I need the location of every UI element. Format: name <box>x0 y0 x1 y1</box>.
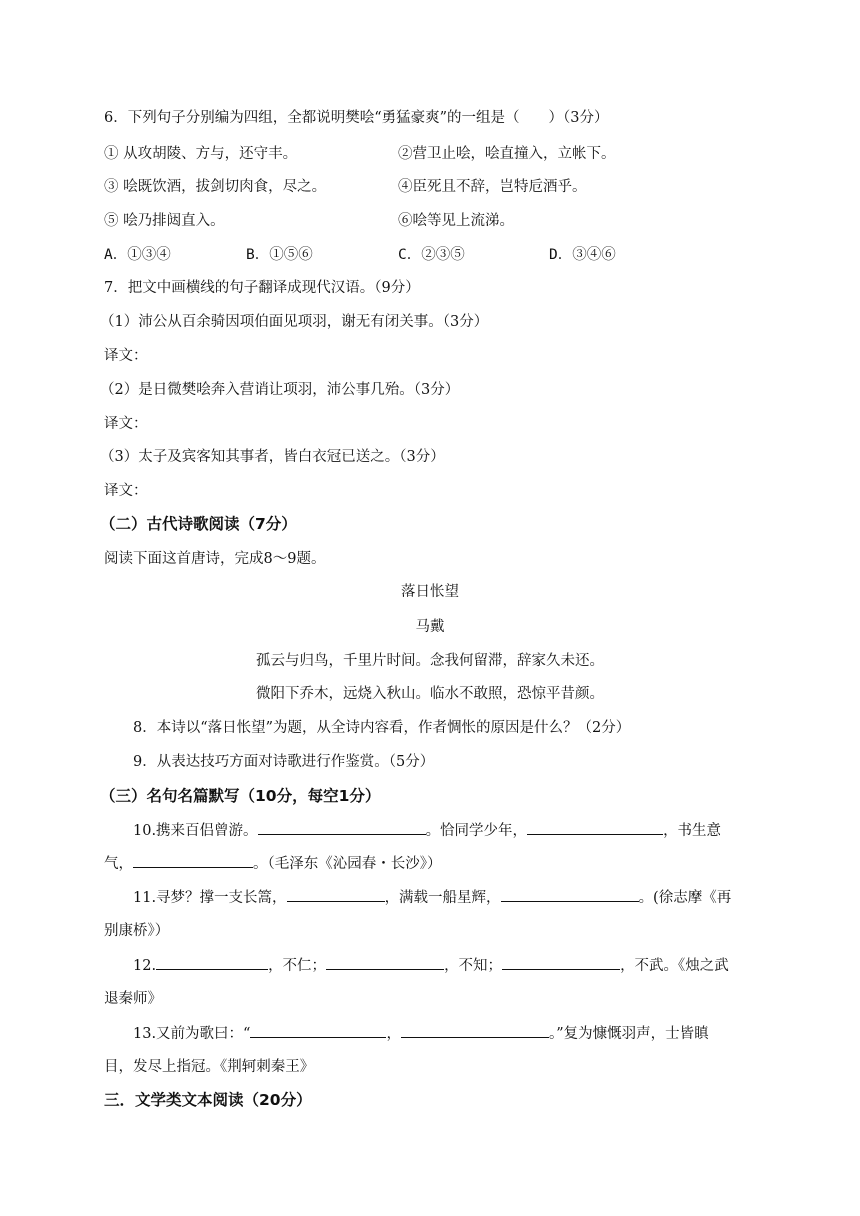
q6-option-a: A．①③④ <box>104 247 171 263</box>
q11-blank-1[interactable] <box>287 887 385 902</box>
poem-line-2: 微阳下乔木，远烧入秋山。临水不敢照，恐惊平昔颜。 <box>256 686 604 702</box>
q10-text-a: 10.携来百侣曾游。 <box>133 823 258 839</box>
section2-heading: （二）古代诗歌阅读（7分） <box>100 515 297 533</box>
q10-line-2 <box>104 853 442 874</box>
q12-line-2: 退秦师》 <box>104 991 162 1007</box>
q10-text-c: ，书生意 <box>663 823 722 839</box>
q13-line-2: 目，发尽上指冠。《荆轲刺秦王》 <box>104 1059 315 1075</box>
q10-blank-3[interactable] <box>133 853 253 868</box>
q10-text-d: 气， <box>104 856 133 872</box>
q7-part-2: （2）是日微樊哙奔入营诮让项羽，沛公事几殆。（3分） <box>100 382 460 398</box>
q12-text-b: ，不仁； <box>268 958 327 974</box>
q6-item-1: ① 从攻胡陵、方与，还守丰。 <box>104 146 298 162</box>
q12-text-a: 12. <box>133 958 157 974</box>
q11-text-b: ，满载一船星辉， <box>384 890 501 906</box>
q11-line-2: 别康桥》） <box>104 923 170 939</box>
q7-stem: 7．把文中画横线的句子翻译成现代汉语。（9分） <box>104 280 420 296</box>
section3-heading: （三）名句名篇默写（10分，每空1分） <box>100 787 381 805</box>
q9: 9．从表达技巧方面对诗歌进行作鉴赏。（5分） <box>133 754 435 770</box>
q13-text-c: 。”复为慷慨羽声，士皆瞋 <box>548 1026 709 1042</box>
poem-author: 马戴 <box>415 619 445 635</box>
q7-answer-label-1: 译文： <box>104 348 148 364</box>
q10-blank-1[interactable] <box>258 820 426 835</box>
q12-line-1 <box>133 955 729 976</box>
q6-item-3: ③ 哙既饮酒，拔剑切肉食，尽之。 <box>104 179 327 195</box>
part3-heading: 三．文学类文本阅读（20分） <box>104 1091 312 1109</box>
q10-text-b: 。恰同学少年， <box>425 823 528 839</box>
q6-item-4: ④臣死且不辞，岂特卮酒乎。 <box>398 179 587 195</box>
q12-blank-3[interactable] <box>502 955 620 970</box>
q12-blank-1[interactable] <box>156 955 268 970</box>
q6-option-c: C．②③⑤ <box>398 247 465 263</box>
q11-text-a: 11.寻梦？撑一支长篙， <box>133 890 287 906</box>
q12-text-d: ，不武。《烛之武 <box>620 958 729 974</box>
q6-item-2: ②营卫止哙，哙直撞入，立帐下。 <box>398 146 616 162</box>
q7-part-3: （3）太子及宾客知其事者，皆白衣冠已送之。（3分） <box>100 449 445 465</box>
poem-title: 落日怅望 <box>401 584 459 600</box>
q10-text-e: 。（毛泽东《沁园春・长沙》） <box>253 856 442 872</box>
q8: 8．本诗以“落日怅望”为题，从全诗内容看，作者惆怅的原因是什么？（2分） <box>133 720 631 736</box>
q13-text-a: 13.又前为歌曰：“ <box>133 1026 251 1042</box>
q13-text-b: ， <box>386 1026 401 1042</box>
q7-answer-label-3: 译文： <box>104 483 148 499</box>
q7-answer-label-2: 译文： <box>104 416 148 432</box>
q12-blank-2[interactable] <box>326 955 444 970</box>
q11-blank-2[interactable] <box>501 887 639 902</box>
q11-text-c: 。(徐志摩《再 <box>638 890 732 906</box>
q10-blank-2[interactable] <box>527 820 663 835</box>
q6-item-5: ⑤ 哙乃排闼直入。 <box>104 213 225 229</box>
q13-blank-2[interactable] <box>401 1023 549 1038</box>
q13-blank-1[interactable] <box>250 1023 386 1038</box>
q12-text-c: ，不知； <box>444 958 503 974</box>
q13-line-1 <box>133 1023 709 1044</box>
q10-line-1 <box>133 820 721 841</box>
section2-intro: 阅读下面这首唐诗，完成8～9题。 <box>104 551 326 567</box>
q6-stem: 6．下列句子分别编为四组，全都说明樊哙“勇猛豪爽”的一组是（ ）（3分） <box>104 110 609 126</box>
q6-option-d: D．③④⑥ <box>549 247 616 263</box>
q7-part-1: （1）沛公从百余骑因项伯面见项羽，谢无有闭关事。（3分） <box>100 314 489 330</box>
q6-option-b: B．①⑤⑥ <box>246 247 313 263</box>
q6-item-6: ⑥哙等见上流涕。 <box>398 213 514 229</box>
poem-line-1: 孤云与归鸟，千里片时间。念我何留滞，辞家久未还。 <box>256 653 604 669</box>
q11-line-1 <box>133 887 731 908</box>
